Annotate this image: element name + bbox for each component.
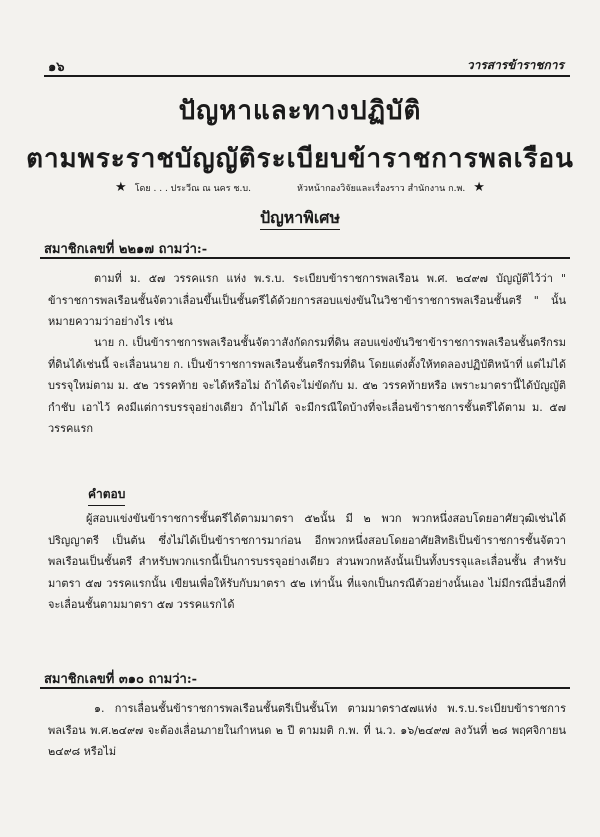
journal-name: วารสารข้าราชการ: [466, 58, 564, 72]
question-rule: [40, 257, 570, 259]
question-paragraph: นาย ก. เป็นข้าราชการพลเรือนชั้นจัตวาสังกัดกรมที่ดิน สอบแข่งขันวิชาข้าราชการพลเรือนชั้นตรีกรมที่ดินได้เช่นนี้ จะเลื่อนนาย ก. เป็นข้าราชการพลเรือนชั้นตรีกรมที่ดิน โดยแต่งตั้งให้ทดลองปฏิบัติหน้าที่ แต่ไม่ได้บรรจุใหม่ตาม ม. ๕๒ วรรคท้าย จะได้หรือไม่ ถ้าได้จะไม่ขัดกับ ม. ๕๒ วรรคท้ายหรือ เพราะมาตรานี้ได้บัญญัติกำชับ เอาไว้ คงมีแต่การบรรจุอย่างเดียว ถ้าไม่ได้ จะมีกรณีใดบ้างที่จะเลื่อนข้าราชการชั้นตรีได้ตาม ม. ๕๗ วรรคแรก: [48, 336, 566, 435]
author: โดย . . . ประวีณ ณ นคร ช.บ.: [134, 183, 251, 194]
title-line-2: ตามพระราชบัญญัติระเบียบข้าราชการพลเรือน: [26, 144, 574, 174]
section-title: ปัญหาพิเศษ: [0, 206, 600, 231]
question-rule: [40, 687, 570, 689]
byline: [40, 180, 560, 195]
answer-paragraph: ผู้สอบแข่งขันข้าราชการชั้นตรีได้ตามมาตรา ๕๒นั้น มี ๒ พวก พวกหนึ่งสอบโดยอาศัยวุฒิเช่นได้ปริญญาตรี เป็นต้น ซึ่งไม่ได้เป็นข้าราชการมาก่อน อีกพวกหนึ่งสอบโดยอาศัยสิทธิเป็นข้าราชการชั้นจัตวาพลเรือนเป็นชั้นตรี สำหรับพวกแรกนี้เป็นการบรรจุอย่างเดียว ส่วนพวกหลังนั้นเป็นทั้งบรรจุและเลื่อนชั้น สำหรับมาตรา ๕๗ วรรคแรกนั้น เขียนเพื่อให้รับกับมาตรา ๕๒ เท่านั้น ที่แจกเป็นกรณีตัวอย่างนั้นเอง ไม่มีกรณีอื่นอีกที่จะเลื่อนชั้นตามมาตรา ๕๗ วรรคแรกได้: [48, 512, 566, 611]
question-paragraph: ๑. การเลื่อนชั้นข้าราชการพลเรือนชั้นตรีเป็นชั้นโท ตามมาตรา๕๗แห่ง พ.ร.บ.ระเบียบข้าราชการพลเรือน พ.ศ.๒๔๙๗ จะต้องเลื่อนภายในกำหนด ๒ ปี ตามมติ ก.พ. ที่ น.ว. ๑๖/๒๔๙๗ ลงวันที่ ๒๘ พฤศจิกายน ๒๔๙๘ หรือไม่: [48, 702, 566, 758]
star-icon: ★: [473, 180, 485, 195]
star-icon: ★: [115, 180, 127, 195]
author-position: หัวหน้ากองวิจัยและเรื่องราว สำนักงาน ก.พ.: [296, 183, 466, 194]
question-heading: สมาชิกเลขที่ ๓๑๐ ถามว่า:-: [44, 672, 198, 687]
question-heading: สมาชิกเลขที่ ๒๒๑๗ ถามว่า:-: [44, 242, 208, 257]
answer-label: คำตอบ: [88, 485, 125, 506]
question-paragraph: ตามที่ ม. ๕๗ วรรคแรก แห่ง พ.ร.บ. ระเบียบข้าราชการพลเรือน พ.ศ. ๒๔๙๗ บัญญัติไว้ว่า " ข้าราชการพลเรือนชั้นจัตวาเลื่อนขึ้นเป็นชั้นตรีได้ด้วยการสอบแข่งขันในวิชาข้าราชการพลเรือนชั้นตรี " นั้น หมายความว่าอย่างไร เช่น: [48, 272, 566, 328]
page-number: ๑๖: [48, 60, 65, 75]
title-line-1: ปัญหาและทางปฏิบัติ: [178, 96, 422, 126]
header-rule: [44, 75, 570, 77]
